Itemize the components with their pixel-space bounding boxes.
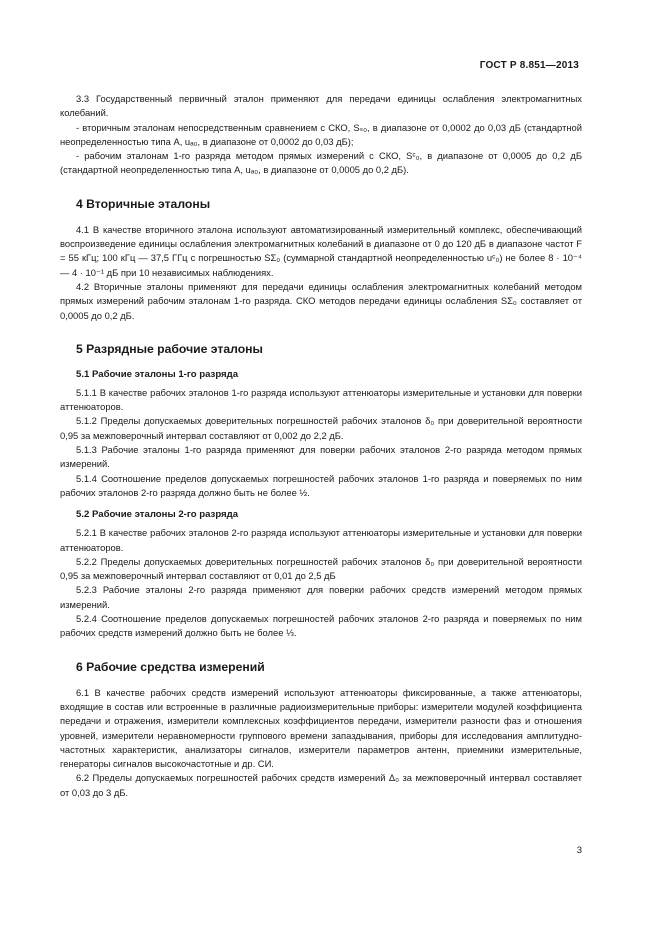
document-body (60, 92, 582, 800)
paragraph-6-2: 6.2 Пределы допускаемых погрешностей рабочих средств измерений Δ₀ за межповерочный интервал составляет от 0,03 до 3 дБ. (60, 772, 582, 798)
paragraph-6-1: 6.1 В качестве рабочих средств измерений используют аттенюаторы фиксированные, а также аттенюаторы, входящие в состав или встроенные в различные радиоизмерительные приборы: измерители модулей коэффициента передачи и отражения, измерители комплексных коэффициентов передачи, измерители разности фаз и отношения уровней, измерители неравномерности группового времени запаздывания, приборы для исследования амплитудно-частотных характеристик, анализаторы сигналов, измерители параметров антенн, приемники измерительные, генераторы сигналов высокочастотные и др. СИ. (60, 686, 582, 770)
paragraph-4-1: 4.1 В качестве вторичного эталона используют автоматизированный измерительный комплекс, обеспечивающий воспроизведение единицы ослабления электромагнитных колебаний в диапазоне от 0 до 120 дБ в диапазоне частот F = 55 кГц; 100 кГц — 37,5 ГГц с погрешностью SΣ₀ (суммарной стандартной неопределенностью uᶜ₀) не более 8 · 10⁻⁴ — 4 · 10⁻¹ дБ при 10 независимых наблюдениях. (60, 223, 582, 278)
document-code-header: ГОСТ Р 8.851—2013 (479, 60, 579, 71)
paragraph-3-3-item-working: - рабочим эталонам 1-го разряда методом прямых измерений с СКО, Sᶜ₀, в диапазоне от 0,0005 до 0,2 дБ (стандартной неопределенностью типа А, uₐ₀, в диапазоне от 0,0005 до 0,2 дБ). (60, 150, 582, 176)
paragraph-5-2-2: 5.2.2 Пределы допускаемых доверительных погрешностей рабочих эталонов δ₀ при доверительной вероятности 0,95 за межповерочный интервал составляют от 0,01 до 2,5 дБ (60, 555, 582, 582)
paragraph-5-2-4: 5.2.4 Соотношение пределов допускаемых погрешностей рабочих эталонов 2-го разряда и поверяемых по ним рабочих средств измерений должно быть не более ⅓. (60, 613, 582, 639)
paragraph-3-3: 3.3 Государственный первичный эталон применяют для передачи единицы ослабления электромагнитных колебаний. (60, 93, 582, 119)
section-4-heading: 4 Вторичные эталоны (76, 196, 211, 211)
paragraph-5-2-1: 5.2.1 В качестве рабочих эталонов 2-го разряда используют аттенюаторы измерительные и установки для поверки аттенюаторов. (60, 527, 582, 553)
page-number: 3 (576, 845, 582, 856)
section-5-heading: 5 Разрядные рабочие эталоны (76, 341, 263, 356)
paragraph-5-1-3: 5.1.3 Рабочие эталоны 1-го разряда применяют для поверки рабочих эталонов 2-го разряда методом прямых измерений. (60, 444, 582, 470)
paragraph-3-3-item-secondary: - вторичным эталонам непосредственным сравнением с СКО, Sₛ₀, в диапазоне от 0,0002 до 0,03 дБ (стандартной неопределенностью типа А, uₐ₀, в диапазоне от 0,0002 до 0,03 дБ); (60, 121, 582, 147)
subsection-5-1-heading: 5.1 Рабочие эталоны 1-го разряда (76, 368, 239, 380)
paragraph-5-1-2: 5.1.2 Пределы допускаемых доверительных погрешностей рабочих эталонов δ₀ при доверительной вероятности 0,95 за межповерочный интервал составляют от 0,002 до 2,2 дБ. (60, 415, 582, 441)
section-6-heading: 6 Рабочие средства измерений (76, 659, 265, 674)
paragraph-4-2: 4.2 Вторичные эталоны применяют для передачи единицы ослабления электромагнитных колебаний методом прямых измерений рабочим эталонам 1-го разряда. СКО методов передачи единицы ослабления SΣ₀ составляет от 0,0005 до 0,2 дБ. (60, 280, 582, 321)
paragraph-5-2-3: 5.2.3 Рабочие эталоны 2-го разряда применяют для поверки рабочих средств измерений методом прямых измерений. (60, 584, 582, 610)
paragraph-5-1-1: 5.1.1 В качестве рабочих эталонов 1-го разряда используют аттенюаторы измерительные и установки для поверки аттенюаторов. (60, 386, 582, 413)
subsection-5-2-heading: 5.2 Рабочие эталоны 2-го разряда (76, 509, 239, 521)
paragraph-5-1-4: 5.1.4 Соотношение пределов допускаемых погрешностей рабочих эталонов 1-го разряда и поверяемых по ним рабочих эталонов 2-го разряда должно быть не более ½. (60, 472, 582, 498)
